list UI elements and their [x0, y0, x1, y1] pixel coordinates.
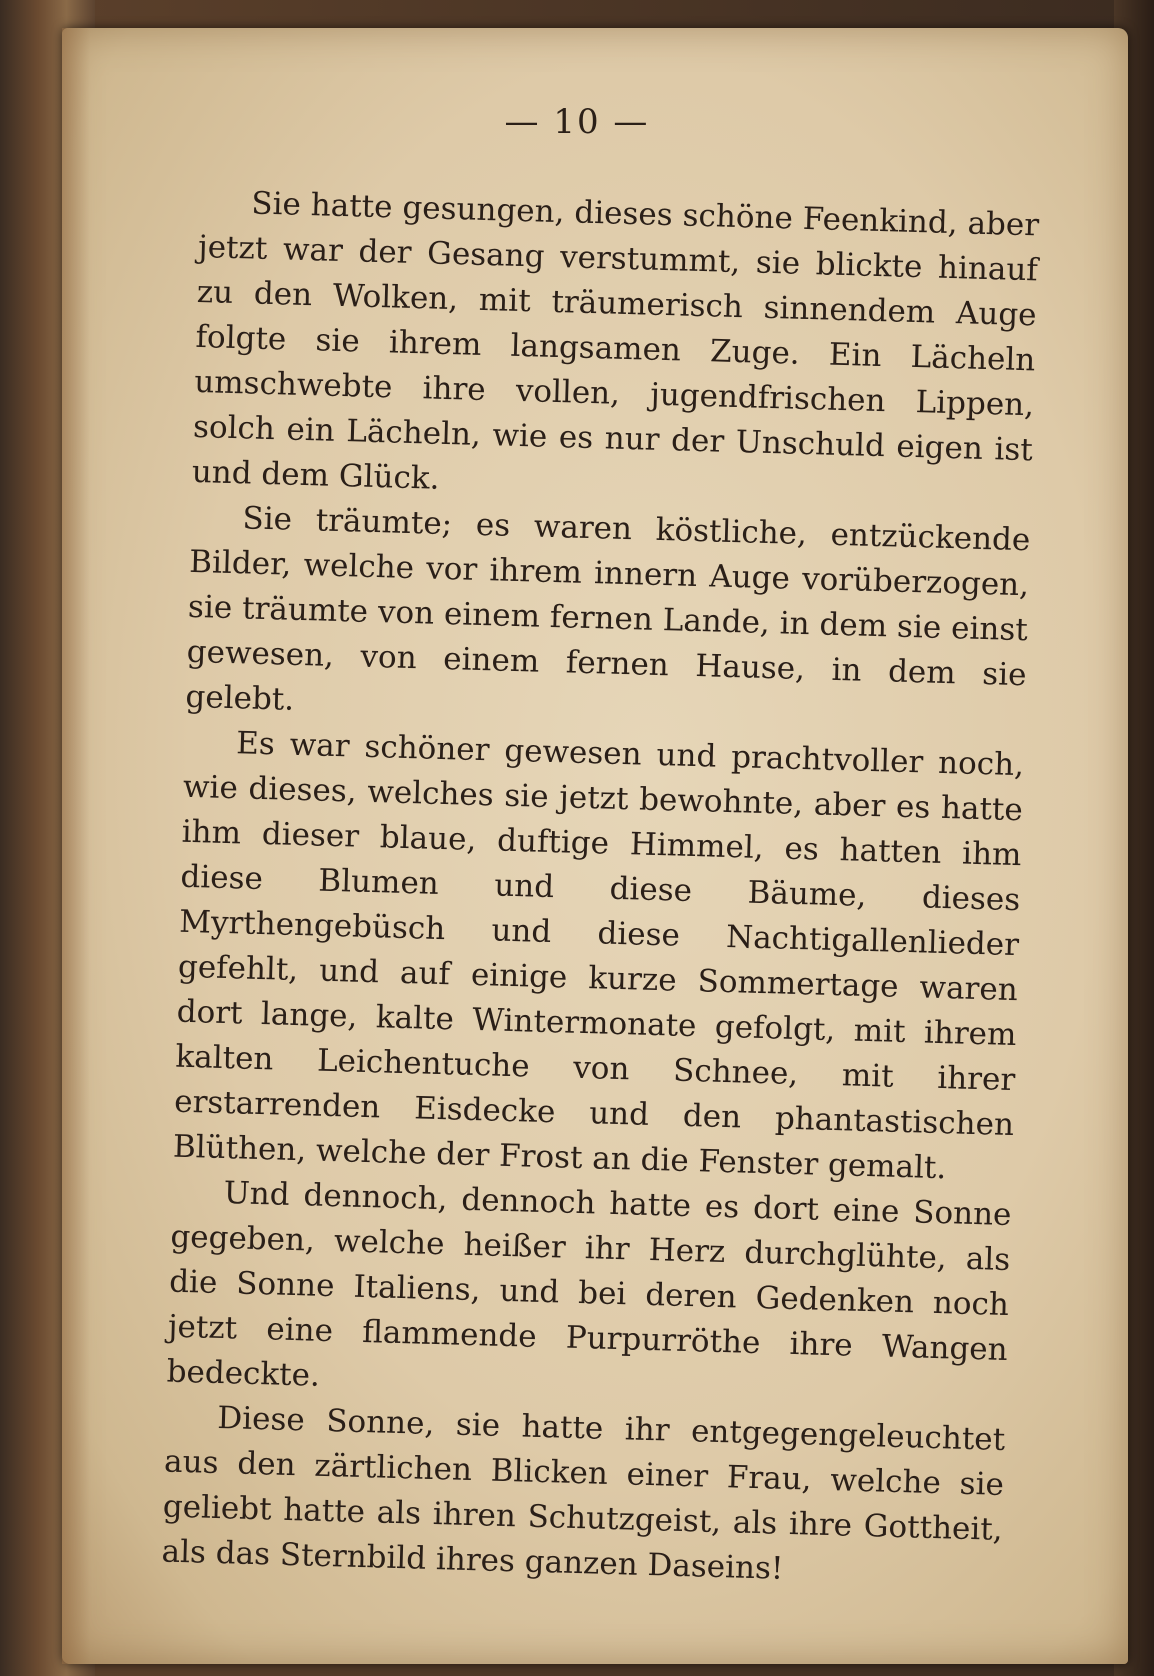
paragraph-5: Diese Sonne, sie hatte ihr entgegengeleuchtet aus den zärtlichen Blicken einer Frau, welche sie geliebt hatte als ihren Schutzgeist, als ihre Gottheit, als das Sternbild ihres ganzen Daseins!: [161, 1399, 1006, 1587]
paragraph-1: Sie hatte gesungen, dieses schöne Feenkind, aber jetzt war der Gesang verstummt, sie blickte hinauf zu den Wolken, mit träumerisch sinnendem Auge folgte sie ihrem langsamen Zuge. Ein Lächeln umschwebte ihre vollen, jugendfrischen Lippen, solch ein Lächeln, wie es nur der Unschuld eigen ist und dem Glück.: [191, 185, 1040, 497]
paragraph-3: Es war schöner gewesen und prachtvoller noch, wie dieses, welches sie jetzt bewohnte, aber es hatte ihm dieser blaue, duftige Himmel, es hatten ihm diese Blumen und diese Bäume, dieses Myrthengebüsch und diese Nachtigallenlieder gefehlt, und auf einige kurze Sommertage waren dort lange, kalte Wintermonate gefolgt, mit ihrem kalten Leichentuche von Schnee, mit ihrer erstarrenden Eisdecke und den phantastischen Blüthen, welche der Frost an die Fenster gemalt.: [172, 725, 1025, 1187]
body-text: [161, 180, 1040, 1587]
paragraph-2: Sie träumte; es waren köstliche, entzückende Bilder, welche vor ihrem innern Auge vorüberzogen, sie träumte von einem fernen Lande, in dem sie einst gewesen, von einem fernen Hause, in dem sie gelebt.: [185, 500, 1031, 718]
page-number: — 10 —: [504, 102, 650, 142]
paragraph-4: Und dennoch, dennoch hatte es dort eine Sonne gegeben, welche heißer ihr Herz durchglühte, als die Sonne Italiens, und bei deren Gedenken noch jetzt eine flammende Purpurröthe ihre Wangen bedeckte.: [166, 1175, 1012, 1394]
page-stack-edge: [62, 28, 90, 1664]
